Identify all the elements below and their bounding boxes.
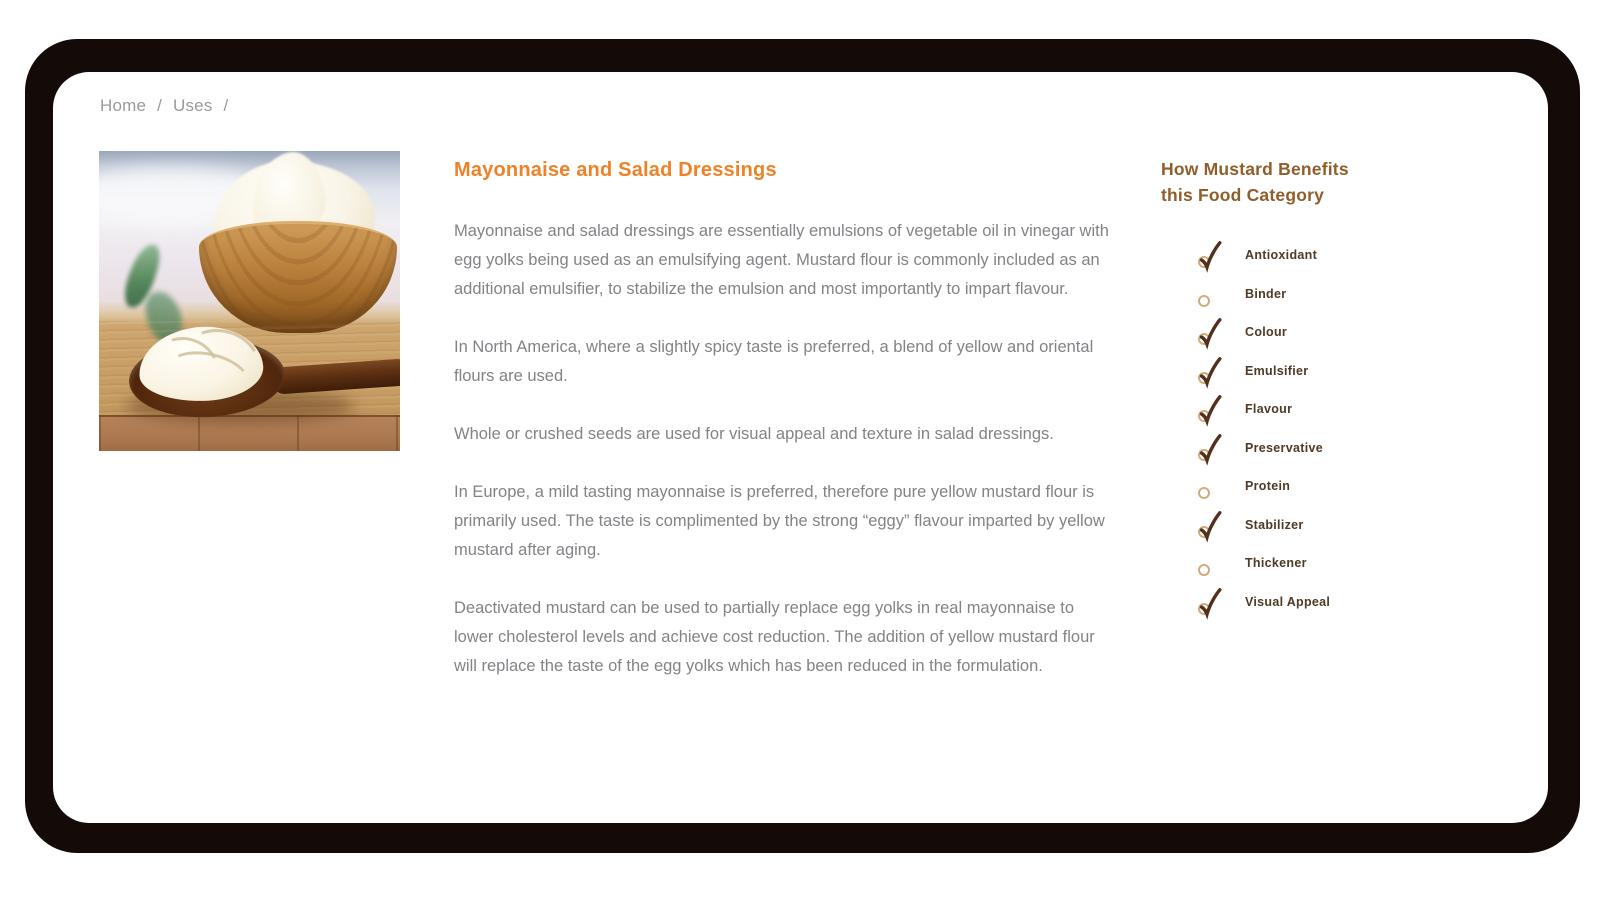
checkmark-glyph — [1198, 240, 1221, 270]
benefit-label: Protein — [1245, 479, 1291, 493]
unchecked-icon — [1198, 279, 1221, 309]
benefit-label: Preservative — [1245, 440, 1323, 455]
checkmark-glyph — [1198, 587, 1221, 617]
benefit-label: Flavour — [1245, 402, 1293, 416]
benefit-label: Binder — [1245, 286, 1287, 301]
breadcrumb-separator: / — [223, 96, 229, 115]
benefits-list — [1161, 240, 1533, 617]
circle-outline — [1198, 487, 1210, 499]
benefit-row — [1198, 510, 1533, 540]
checked-icon — [1198, 356, 1221, 386]
benefit-row — [1198, 317, 1533, 347]
checkmark-glyph — [1198, 433, 1221, 463]
benefit-row — [1198, 548, 1533, 578]
benefit-label: Stabilizer — [1245, 517, 1304, 532]
benefit-row — [1198, 240, 1533, 270]
benefit-label: Thickener — [1245, 556, 1307, 570]
article-paragraph: In Europe, a mild tasting mayonnaise is preferred, therefore pure yellow mustard flour is primarily used. The taste is complimented by the strong “eggy” flavour imparted by yellow mustard after aging. — [454, 483, 1105, 559]
article — [454, 158, 1118, 710]
benefit-row — [1198, 471, 1533, 501]
benefits-sidebar — [1161, 156, 1533, 625]
article-paragraph: In North America, where a slightly spicy taste is preferred, a blend of yellow and oriental flours are used. — [454, 338, 1094, 385]
checkmark-glyph — [1198, 510, 1221, 540]
circle-outline — [1198, 564, 1210, 576]
food-photo — [99, 151, 400, 451]
checked-icon — [1198, 433, 1221, 463]
checkmark-glyph — [1198, 356, 1221, 386]
benefit-row — [1198, 587, 1533, 617]
benefit-label: Visual Appeal — [1245, 594, 1331, 609]
sidebar-title-line2: this Food Category — [1161, 185, 1325, 205]
checked-icon — [1198, 240, 1221, 270]
breadcrumb — [100, 96, 234, 116]
unchecked-icon — [1198, 471, 1221, 501]
circle-outline — [1198, 295, 1210, 307]
page-frame — [25, 39, 1580, 853]
benefit-label: Antioxidant — [1245, 248, 1318, 262]
checked-icon — [1198, 510, 1221, 540]
sidebar-title — [1161, 156, 1533, 208]
breadcrumb-uses-link[interactable]: Uses — [172, 96, 213, 115]
sidebar-title-line1: How Mustard Benefits — [1161, 159, 1349, 179]
benefit-row — [1198, 433, 1533, 463]
breadcrumb-home-link[interactable]: Home — [100, 96, 147, 115]
page-title: Mayonnaise and Salad Dressings — [454, 159, 777, 181]
benefit-row — [1198, 279, 1533, 309]
benefit-label: Emulsifier — [1245, 363, 1309, 378]
checked-icon — [1198, 317, 1221, 347]
benefit-row — [1198, 356, 1533, 386]
photo-bowl-body — [199, 221, 397, 333]
content-card — [53, 72, 1548, 823]
checked-icon — [1198, 587, 1221, 617]
benefit-label: Colour — [1245, 325, 1288, 339]
article-paragraph: Deactivated mustard can be used to partially replace egg yolks in real mayonnaise to lower cholesterol levels and achieve cost reduction. The addition of yellow mustard flour will replace the taste of the egg yolks which has been reduced in the formulation. — [454, 599, 1095, 675]
article-paragraph: Mayonnaise and salad dressings are essentially emulsions of vegetable oil in vinegar with egg yolks being used as an emulsifying agent. Mustard flour is commonly included as an additional emulsifier, to stabilize the emulsion and most importantly to impart flavour. — [454, 222, 1109, 298]
benefit-row — [1198, 394, 1533, 424]
unchecked-icon — [1198, 548, 1221, 578]
breadcrumb-separator: / — [157, 96, 163, 115]
photo-wooden-bowl — [199, 157, 397, 337]
checkmark-glyph — [1198, 394, 1221, 424]
checked-icon — [1198, 394, 1221, 424]
checkmark-glyph — [1198, 317, 1221, 347]
article-paragraph: Whole or crushed seeds are used for visual appeal and texture in salad dressings. — [454, 425, 1054, 443]
